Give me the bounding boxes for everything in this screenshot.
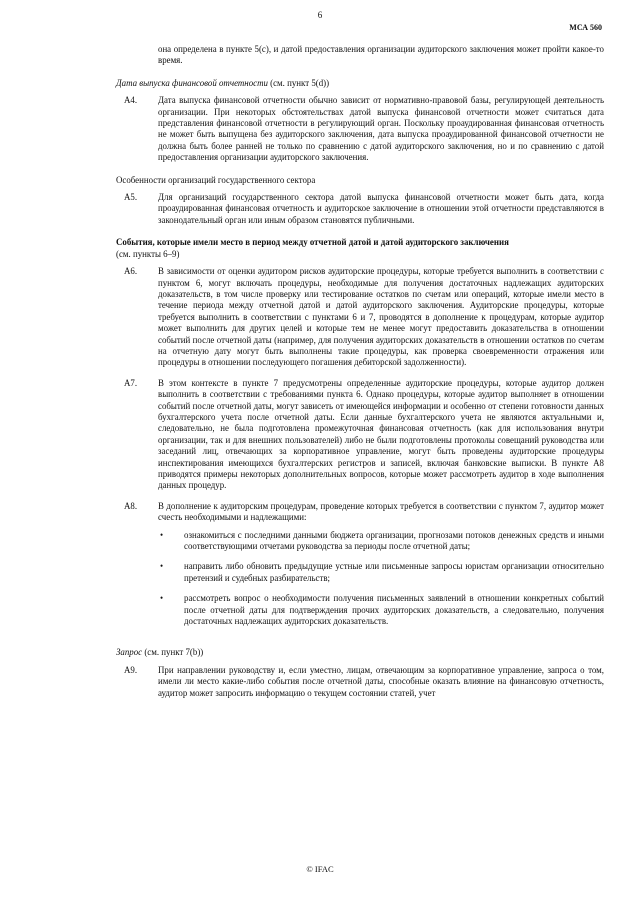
copyright-footer: © IFAC <box>306 864 334 874</box>
paragraph-a9 <box>116 665 604 699</box>
subheading-ref: (см. пункт 7(b)) <box>144 647 204 658</box>
paragraph-text: В этом контексте в пункте 7 предусмотрены определенные аудиторские процедуры, которые аудитор должен выполнить в соответствии с требованиями пункта 6. Однако процедуры, которые аудитор выполняет в отношении событий после отчетной даты, могут зависеть от имеющейся информации и особенно от степени готовности данных бухгалтерского учета после отчетной даты. Если данные бухгалтерского учета не являются актуальными и, следовательно, не была подготовлена промежуточная финансовая отчетность (как для использования внутри организации, так и для внешних пользователей) либо не были подготовлены протоколы совещаний руководства или заседаний лиц, отвечающих за корпоративное управление, могут быть проведены аудиторские процедуры инспектирования имеющихся бухгалтерских регистров и записей, включая банковские выписки. В пункте A8 приводятся примеры некоторых дополнительных вопросов, которые может рассмотреть аудитор в ходе выполнения данных процедур. <box>158 377 604 491</box>
list-item: • рассмотреть вопрос о необходимости получения письменных заявлений в отношении конкретных событий после отчетной даты для подтверждения прочих аудиторских доказательств, а следовательно, получения достаточных надлежащих аудиторских доказательств. <box>160 593 604 627</box>
subheading-label: Дата выпуска финансовой отчетности <box>116 77 268 88</box>
paragraph-number: A4. <box>124 95 138 106</box>
paragraph-a6 <box>116 266 604 369</box>
subheading-label: Запрос <box>116 647 143 658</box>
bullet-icon: • <box>160 529 164 540</box>
bullet-icon: • <box>160 593 164 604</box>
paragraph-a8 <box>116 501 604 637</box>
paragraph-a5 <box>116 192 604 226</box>
page-number: 6 <box>317 10 323 20</box>
paragraph-number: A8. <box>124 500 138 511</box>
paragraph-number: A9. <box>124 664 138 675</box>
paragraph-a4 <box>116 95 604 163</box>
paragraph-a7 <box>116 378 604 492</box>
list-item: • направить либо обновить предыдущие устные или письменные запросы юристам организации относительно претензий и судебных разбирательств; <box>160 561 604 583</box>
bullet-icon: • <box>160 561 164 572</box>
continuation-text: она определена в пункте 5(c), и датой предоставления организации аудиторского заключения может пройти какое-то время. <box>158 44 604 66</box>
paragraph-number: A7. <box>124 377 138 388</box>
list-item: • ознакомиться с последними данными бюджета организации, прогнозами потоков денежных средств и иными соответствующими отчетами руководства за периоды после отчетной даты; <box>160 529 604 552</box>
paragraph-text: Дата выпуска финансовой отчетности обычно зависит от нормативно-правовой базы, регулирующей деятельность организации. При некоторых обстоятельствах датой выпуска финансовой отчетности может считаться дата представления финансовой отчетности в регулирующий орган. Поскольку проаудированная финансовая отчетность не может быть выпущена без аудиторского заключения, дата выпуска проаудированной финансовой отчетности не должна быть более ранней не только по сравнению с датой аудиторского заключения, но и по сравнению с датой предоставления организации аудиторского заключения. <box>158 95 604 163</box>
paragraph-text: В дополнение к аудиторским процедурам, проведение которых требуется в соответствии с пунктом 7, аудитор может счесть необходимыми и надлежащими: <box>158 500 604 523</box>
paragraph-number: A6. <box>124 266 138 277</box>
bullet-list <box>158 530 604 628</box>
section-heading: События, которые имели место в период между отчетной датой и датой аудиторского заключения <box>116 237 509 248</box>
subheading-ref: (см. пункт 5(d)) <box>270 77 330 88</box>
paragraph-text: Для организаций государственного сектора датой выпуска финансовой отчетности может быть дата, когда проаудированная финансовая отчетность и аудиторское заключение в отношении этой отчетности представляются в законодательный орган или иным образом становятся публичными. <box>158 192 604 225</box>
subheading-public-sector: Особенности организаций государственного сектора <box>116 174 316 185</box>
subheading-inquiry <box>116 647 604 658</box>
paragraph-number: A5. <box>124 192 138 203</box>
subheading-issue-date <box>116 78 604 89</box>
paragraph-text: В зависимости от оценки аудитором рисков аудиторские процедуры, которые требуется выполнить в соответствии с пунктом 6, могут включать процедуры, необходимые для получения достаточных надлежащих аудиторских доказательств, в том числе проверку или тестирование остатков по счетам или операций, которые имели место в течение периода между отчетной датой и датой аудиторского заключения. Аудиторские процедуры, которые требуется выполнить в соответствии с пунктами 6 и 7, проводятся в дополнение к процедурам, которые аудитор может выполнить для других целей и которые тем не менее могут предоставить доказательства в отношении событий после отчетной даты (например, для получения аудиторских доказательств в отношении остатков по счетам на отчетную дату могут быть выполнены такие процедуры, как проверка своевременности отражения или процедуры в отношении последующего погашения дебиторской задолженности). <box>158 266 604 368</box>
document-code: МСА 560 <box>569 23 602 32</box>
page-content <box>116 44 604 708</box>
paragraph-text: При направлении руководству и, если уместно, лицам, отвечающим за корпоративное управление, запроса о том, имели ли место какие-либо события после отчетной даты, способные оказать влияние на финансовую отчетность, аудитор может запросить информацию о текущем состоянии статей, учет <box>158 664 604 698</box>
section-heading-ref: (см. пункты 6–9) <box>116 248 180 259</box>
